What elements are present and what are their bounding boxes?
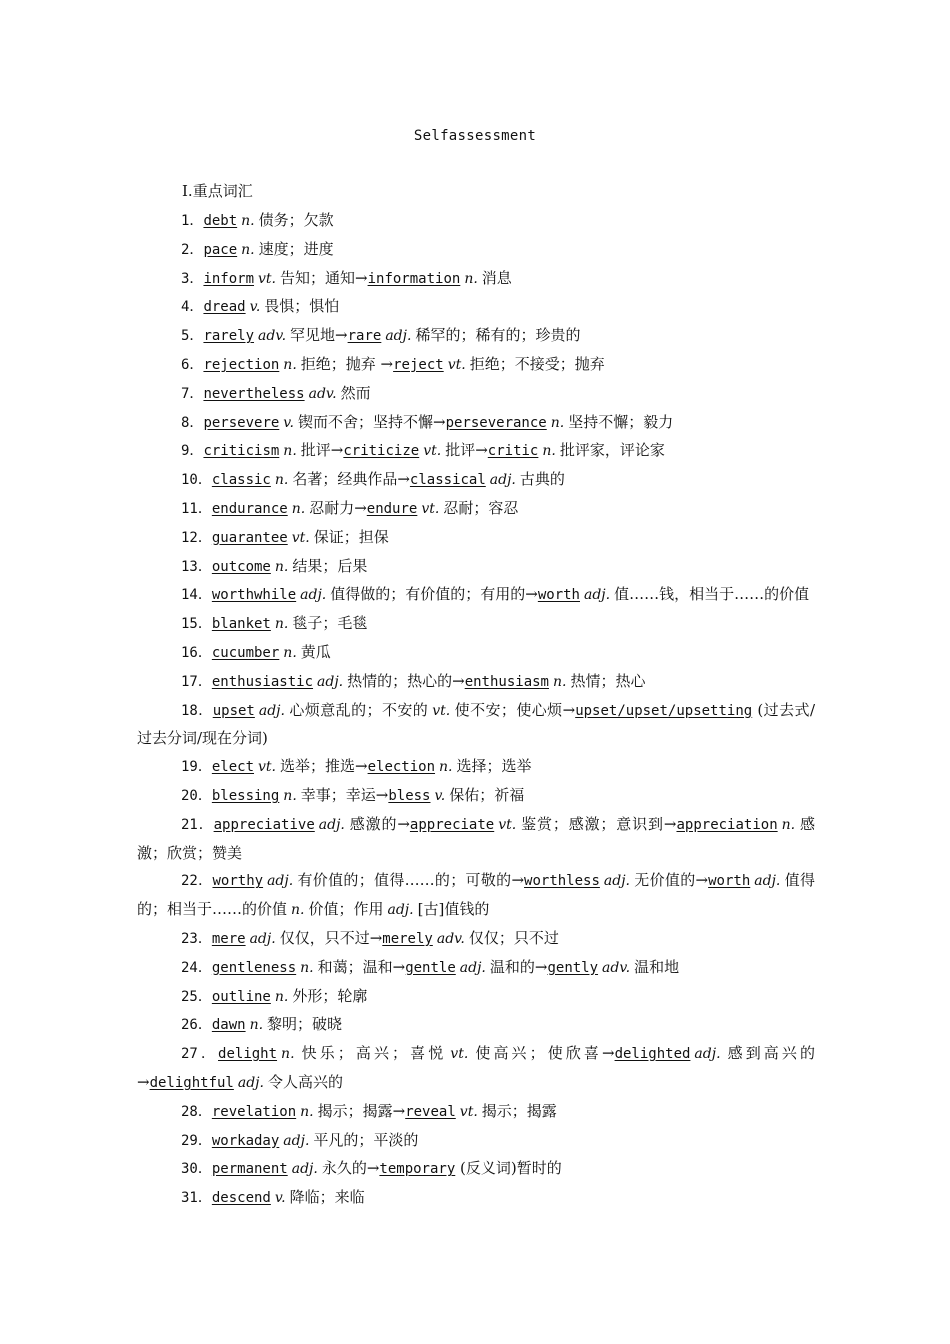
vocab-entry [137, 265, 815, 294]
definition-text: [古]值钱的 [417, 900, 490, 919]
part-of-speech: adj. [258, 702, 285, 719]
vocab-word: enthusiasm [464, 673, 549, 690]
vocab-entry [137, 811, 815, 868]
entry-number: 27． [181, 1046, 219, 1063]
vocab-word: delightful [149, 1074, 234, 1091]
part-of-speech: n. [553, 673, 567, 690]
definition-text: 消息 [481, 268, 512, 287]
vocab-word: inform [203, 270, 255, 287]
vocab-entry [137, 380, 815, 409]
vocab-word: workaday [211, 1132, 280, 1149]
definition-text: (反义词)暂时的 [455, 1159, 562, 1178]
definition-text: 永久的→ [321, 1159, 380, 1178]
vocab-entry [137, 983, 815, 1012]
vocab-entry [137, 639, 815, 668]
entry-number: 16． [181, 644, 212, 661]
part-of-speech: n. [283, 356, 297, 373]
vocab-word: descend [211, 1190, 271, 1207]
definition-text: 感激；欣赏；赞美 [137, 814, 815, 862]
part-of-speech: v. [274, 1190, 286, 1207]
vocab-word: outcome [211, 558, 271, 575]
vocabulary-list [137, 207, 815, 1213]
part-of-speech: n. [283, 787, 297, 804]
vocab-entry [137, 409, 815, 438]
vocab-word: rarely [203, 328, 255, 345]
vocab-word: permanent [211, 1161, 288, 1178]
vocab-word: merely [382, 930, 433, 947]
vocab-word: delighted [614, 1046, 691, 1063]
definition-text: 坚持不懈；毅力 [568, 412, 674, 431]
vocab-entry [137, 437, 815, 466]
definition-text: 速度；进度 [258, 239, 334, 258]
part-of-speech: v. [434, 787, 446, 804]
definition-text: 揭示；揭露→ [317, 1101, 406, 1120]
vocab-entry [137, 351, 815, 380]
entry-number: 30． [181, 1161, 212, 1178]
vocab-word: dawn [211, 1017, 246, 1034]
vocab-word: classic [211, 472, 271, 489]
part-of-speech: n. [300, 1103, 314, 1120]
part-of-speech: adj. [603, 873, 630, 890]
part-of-speech: n. [291, 500, 306, 517]
page-title: Selfassessment [413, 128, 537, 144]
entry-number: 24． [181, 959, 212, 976]
vocab-word: worth [537, 587, 580, 604]
part-of-speech: adj. [249, 930, 276, 947]
definition-text: 使不安；使心烦→ [454, 700, 576, 719]
definition-text: 黎明；破晓 [267, 1015, 343, 1034]
entry-number: 2． [181, 241, 204, 258]
vocab-entry [137, 1127, 815, 1156]
definition-text: 揭示；揭露 [481, 1101, 557, 1120]
entry-number: 8． [181, 414, 204, 431]
part-of-speech: n. [439, 759, 453, 776]
entry-number: 29． [181, 1132, 212, 1149]
definition-text: 结果；后果 [292, 556, 368, 575]
vocab-word: gentle [405, 959, 456, 976]
entry-number: 14． [181, 587, 212, 604]
vocab-entry [137, 867, 815, 925]
part-of-speech: adj. [318, 816, 345, 833]
vocab-word: persevere [203, 414, 280, 431]
entry-number: 3． [181, 270, 204, 287]
vocab-entry [137, 1098, 815, 1127]
part-of-speech: n. [274, 472, 289, 489]
entry-number: 26． [181, 1017, 212, 1034]
definition-text: 感激的→ [348, 814, 410, 833]
entry-number: 13． [181, 558, 212, 575]
vocab-word: criticism [203, 443, 280, 460]
part-of-speech: vt. [447, 356, 466, 373]
vocab-word: endure [366, 500, 418, 517]
entry-number: 17． [181, 673, 212, 690]
vocab-entry [137, 925, 815, 954]
definition-text: 感到高兴的→ [137, 1044, 815, 1091]
part-of-speech: n. [283, 644, 297, 661]
definition-text: 忍耐力→ [309, 498, 367, 517]
part-of-speech: adj. [387, 902, 414, 919]
vocab-entry [137, 524, 815, 553]
entry-number: 11． [181, 500, 212, 517]
entry-number: 7． [181, 385, 204, 402]
definition-text: (过去式/过去分词/现在分词) [137, 700, 815, 748]
entry-number: 15． [181, 616, 212, 633]
vocab-word: blessing [211, 787, 280, 804]
entry-number: 21． [181, 816, 214, 833]
definition-text: 然而 [340, 383, 371, 402]
part-of-speech: adj. [291, 1161, 318, 1178]
entry-number: 5． [181, 328, 204, 345]
vocab-entry [137, 1011, 815, 1040]
part-of-speech: vt. [450, 1046, 469, 1063]
definition-text: 和蔼；温和→ [317, 957, 406, 976]
part-of-speech: adj. [694, 1046, 721, 1063]
definition-text: 令人高兴的 [267, 1072, 343, 1091]
part-of-speech: n. [550, 414, 565, 431]
definition-text: 批评→ [445, 441, 488, 460]
part-of-speech: adj. [754, 873, 781, 890]
definition-text: 热情的；热心的→ [347, 671, 465, 690]
part-of-speech: adj. [584, 587, 611, 604]
vocab-word: worthless [524, 873, 600, 890]
vocab-word: cucumber [211, 644, 280, 661]
definition-text: 稀罕的；稀有的；珍贵的 [415, 326, 581, 345]
part-of-speech: adj. [300, 587, 327, 604]
vocab-word: classical [409, 472, 486, 489]
vocab-entry [137, 207, 815, 236]
definition-text: 批评→ [300, 441, 344, 460]
part-of-speech: adv. [308, 385, 337, 402]
part-of-speech: vt. [459, 1103, 478, 1120]
vocab-entry [137, 697, 815, 754]
vocab-entry [137, 236, 815, 265]
part-of-speech: n. [291, 902, 305, 919]
definition-text: 名著；经典作品→ [292, 470, 410, 489]
definition-text: 黄瓜 [300, 642, 331, 661]
definition-text: 拒绝；抛弃 → [300, 354, 394, 373]
part-of-speech: n. [281, 1046, 295, 1063]
definition-text: 畏惧；惧怕 [264, 297, 340, 316]
definition-text: 鉴赏；感激；意识到→ [520, 814, 677, 833]
part-of-speech: adj. [237, 1074, 264, 1091]
vocab-word: election [367, 759, 436, 776]
part-of-speech: n. [274, 616, 289, 633]
definition-text: 保证；担保 [313, 527, 389, 546]
part-of-speech: n. [300, 959, 314, 976]
entry-number: 20． [181, 787, 212, 804]
vocab-word: worthy [212, 873, 264, 890]
definition-text: 锲而不舍；坚持不懈→ [298, 412, 446, 431]
vocab-word: gentleness [211, 959, 297, 976]
definition-text: 值得的；相当于……的价值 [137, 871, 815, 919]
vocab-word: debt [203, 213, 238, 229]
vocab-entry [137, 668, 815, 697]
section-heading: Ⅰ.重点词汇 [182, 182, 253, 200]
part-of-speech: adj. [489, 472, 516, 489]
entry-number: 6． [181, 356, 204, 373]
part-of-speech: n. [249, 1017, 264, 1034]
definition-text: 使高兴；使欣喜→ [472, 1044, 615, 1063]
vocab-entry [137, 581, 815, 610]
vocab-entry [137, 466, 815, 495]
part-of-speech: n. [274, 558, 289, 575]
entry-number: 19． [181, 759, 212, 776]
part-of-speech: vt. [498, 816, 517, 833]
part-of-speech: v. [249, 299, 261, 316]
vocab-word: information [367, 270, 461, 287]
vocab-word: worthwhile [211, 587, 297, 604]
vocab-word: elect [211, 759, 255, 776]
entry-number: 25． [181, 988, 212, 1005]
vocab-word: perseverance [445, 414, 547, 431]
part-of-speech: adv. [436, 930, 465, 947]
entry-number: 10． [181, 472, 212, 489]
vocab-entry [137, 1040, 815, 1098]
entry-number: 18． [181, 702, 213, 719]
definition-text: 平凡的；平淡的 [313, 1130, 419, 1149]
part-of-speech: vt. [423, 443, 442, 460]
part-of-speech: n. [781, 816, 796, 833]
vocab-word: nevertheless [203, 385, 305, 402]
vocab-word: reject [393, 356, 444, 373]
vocab-word: rejection [203, 356, 280, 373]
vocab-entry [137, 782, 815, 811]
vocab-word: appreciation [676, 816, 778, 833]
part-of-speech: adj. [283, 1132, 310, 1149]
vocab-word: criticize [343, 443, 420, 460]
vocab-word: pace [203, 241, 238, 258]
definition-text: 拒绝；不接受；抛弃 [469, 354, 605, 373]
part-of-speech: adj. [459, 959, 486, 976]
part-of-speech: adj. [385, 328, 412, 345]
definition-text: 值……钱，相当于……的价值 [614, 585, 810, 604]
part-of-speech: n. [283, 443, 297, 460]
definition-text: 无价值的→ [634, 871, 709, 890]
definition-text: 债务；欠款 [258, 211, 334, 229]
definition-text: 降临；来临 [289, 1188, 365, 1207]
vocab-entry [137, 293, 815, 322]
part-of-speech: vt. [258, 270, 277, 287]
vocab-word: outline [211, 988, 271, 1005]
part-of-speech: adv. [258, 328, 287, 345]
entry-number: 22． [181, 873, 213, 890]
vocab-word: upset/upset/upsetting [575, 702, 753, 719]
definition-text: 幸事；幸运→ [300, 785, 389, 804]
vocab-word: endurance [211, 500, 288, 517]
part-of-speech: vt. [258, 759, 277, 776]
vocab-word: temporary [379, 1161, 456, 1178]
vocab-word: worth [708, 873, 751, 890]
part-of-speech: n. [542, 443, 556, 460]
part-of-speech: n. [241, 213, 255, 229]
vocab-entry [137, 954, 815, 983]
entry-number: 31． [181, 1190, 212, 1207]
vocab-entry [137, 753, 815, 782]
definition-text: 罕见地→ [290, 326, 348, 345]
definition-text: 有价值的；值得……的；可敬的→ [297, 871, 525, 890]
part-of-speech: adj. [267, 873, 294, 890]
vocab-word: critic [487, 443, 539, 460]
vocab-word: upset [212, 702, 255, 719]
vocab-word: guarantee [211, 529, 288, 546]
definition-text: 批评家，评论家 [559, 441, 665, 460]
entry-number: 9． [181, 443, 204, 460]
vocab-word: appreciate [409, 816, 495, 833]
vocab-entry [137, 322, 815, 351]
entry-number: 23． [181, 930, 212, 947]
entry-number: 12． [181, 529, 212, 546]
vocab-entry [137, 1155, 815, 1184]
definition-text: 值得做的；有价值的；有用的→ [330, 585, 538, 604]
definition-text: 温和的→ [489, 957, 548, 976]
vocab-entry [137, 553, 815, 582]
vocab-word: blanket [211, 616, 271, 633]
definition-text: 忍耐；容忍 [443, 498, 519, 517]
part-of-speech: n. [274, 988, 289, 1005]
definition-text: 保佑；祈福 [449, 785, 525, 804]
part-of-speech: adv. [602, 959, 631, 976]
definition-text: 心烦意乱的；不安的 [288, 700, 429, 719]
definition-text: 仅仅，只不过→ [279, 928, 383, 947]
definition-text: 选择；选举 [456, 757, 532, 776]
part-of-speech: adj. [317, 673, 344, 690]
definition-text: 仅仅；只不过 [468, 928, 559, 947]
vocab-entry [137, 495, 815, 524]
definition-text: 告知；通知→ [280, 268, 368, 287]
definition-text: 热情；热心 [570, 671, 646, 690]
vocab-word: bless [388, 787, 431, 804]
definition-text: 毯子；毛毯 [292, 614, 368, 633]
vocab-word: rare [347, 328, 382, 345]
part-of-speech: vt. [432, 702, 451, 719]
definition-text: 选举；推选→ [280, 757, 368, 776]
vocab-word: reveal [405, 1103, 456, 1120]
definition-text: 价值；作用 [308, 900, 384, 919]
vocab-entry [137, 1184, 815, 1213]
part-of-speech: v. [283, 414, 294, 431]
entry-number: 1． [181, 213, 204, 229]
definition-text: 快乐；高兴；喜悦 [298, 1044, 447, 1063]
vocab-word: delight [218, 1046, 278, 1063]
vocab-word: mere [211, 930, 246, 947]
vocab-word: revelation [211, 1103, 297, 1120]
vocab-entry [137, 610, 815, 639]
part-of-speech: vt. [291, 529, 310, 546]
vocab-word: appreciative [213, 816, 315, 833]
vocab-word: dread [203, 299, 246, 316]
entry-number: 28． [181, 1103, 212, 1120]
entry-number: 4． [181, 299, 204, 316]
vocab-word: enthusiastic [211, 673, 314, 690]
definition-text: 温和地 [634, 957, 680, 976]
definition-text: 外形；轮廓 [292, 986, 368, 1005]
part-of-speech: n. [241, 241, 255, 258]
vocab-word: gently [547, 959, 599, 976]
definition-text: 古典的 [519, 470, 565, 489]
part-of-speech: vt. [421, 500, 440, 517]
part-of-speech: n. [464, 270, 478, 287]
